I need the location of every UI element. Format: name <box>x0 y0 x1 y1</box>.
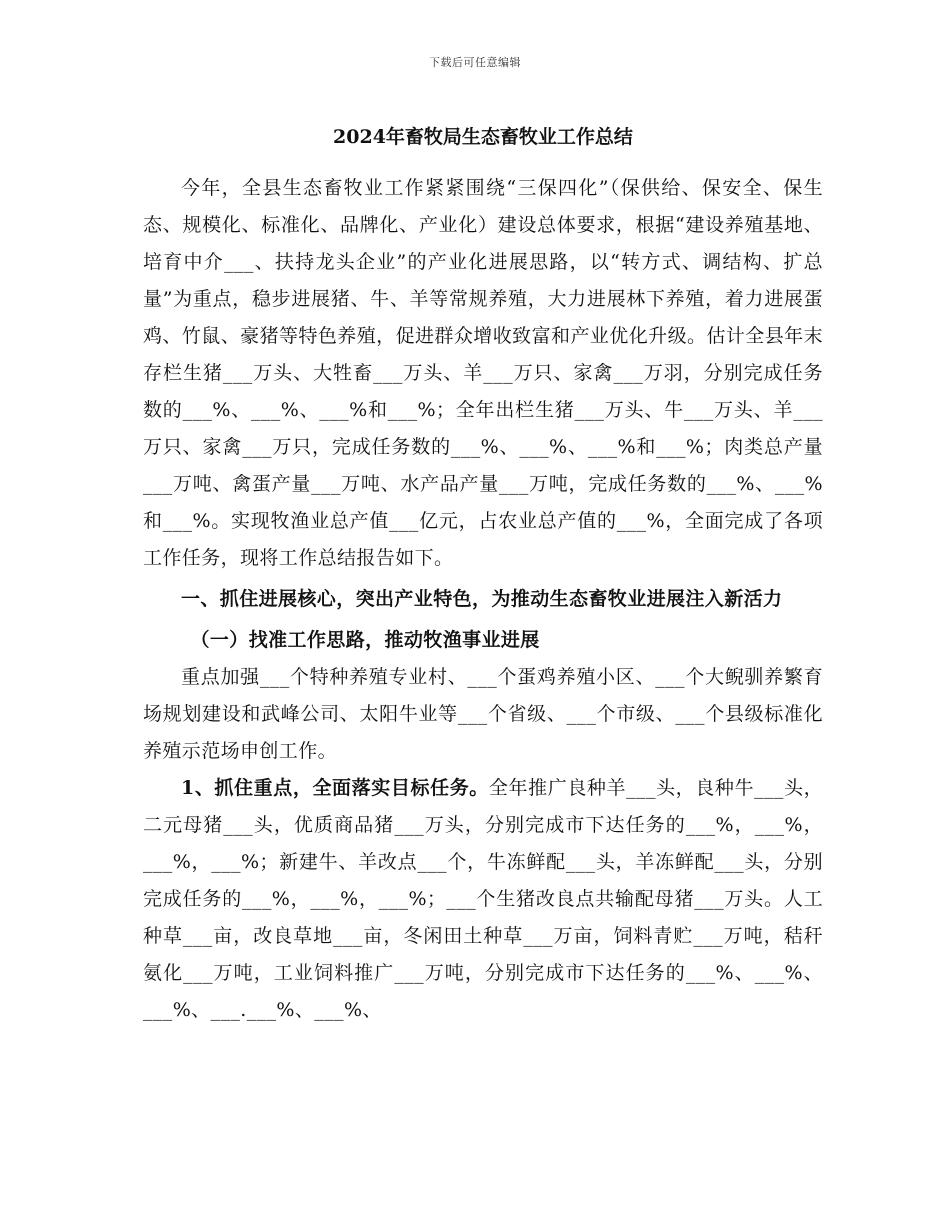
subsection-1-paragraph: 重点加强___个特种养殖专业村、___个蛋鸡养殖小区、___个大鲵驯养繁育场规划建设和武峰公司、太阳牛业等___个省级、___个市级、___个县级标准化养殖示范场申创工作。 <box>143 666 823 762</box>
section-1-heading: 一、抓住进展核心，突出产业特色，为推动生态畜牧业进展注入新活力 <box>181 588 783 610</box>
subsection-1-heading: （一）找准工作思路，推动牧渔事业进展 <box>190 629 540 651</box>
item-1-body: 全年推广良种羊___头，良种牛___头，二元母猪___头，优质商品猪___万头，分别完成市下达任务的___%，___%，___%，___%；新建牛、羊改点___个，牛冻鲜配___头，羊冻鲜配___头，分别完成任务的___%，___%，___%；___个生猪改良点共输配母猪___万头。人工种草___亩，改良草地___亩，冬闲田土种草___万亩，饲料青贮___万吨，秸秆氨化___万吨，工业饲料推广___万吨，分别完成市下达任务的___%、___%、___%、___.___%、___%、 <box>143 777 823 1021</box>
header-note: 下载后可任意编辑 <box>429 56 521 69</box>
intro-paragraph: 今年，全县生态畜牧业工作紧紧围绕“三保四化”（保供给、保安全、保生态、规模化、标准化、品牌化、产业化）建设总体要求，根据“建设养殖基地、培育中介___、扶持龙头企业”的产业化进展思路，以“转方式、调结构、扩总量”为重点，稳步进展猪、牛、羊等常规养殖，大力进展林下养殖，着力进展蛋鸡、竹鼠、豪猪等特色养殖，促进群众增收致富和产业优化升级。估计全县年末存栏生猪___万头、大牲畜___万头、羊___万只、家禽___万羽，分别完成任务数的___%、___%、___%和___%；全年出栏生猪___万头、牛___万头、羊___万只、家禽___万只，完成任务数的___%、___%、___%和___%；肉类总产量___万吨、禽蛋产量___万吨、水产品产量___万吨，完成任务数的___%、___%和___%。实现牧渔业总产值___亿元，占农业总产值的___%，全面完成了各项工作任务，现将工作总结报告如下。 <box>143 177 823 569</box>
item-1-lead: 1、抓住重点，全面落实目标任务。 <box>181 777 489 799</box>
document-title: 2024年畜牧局生态畜牧业工作总结 <box>333 126 633 148</box>
document-body <box>143 118 823 1029</box>
item-1-paragraph <box>143 770 823 1029</box>
